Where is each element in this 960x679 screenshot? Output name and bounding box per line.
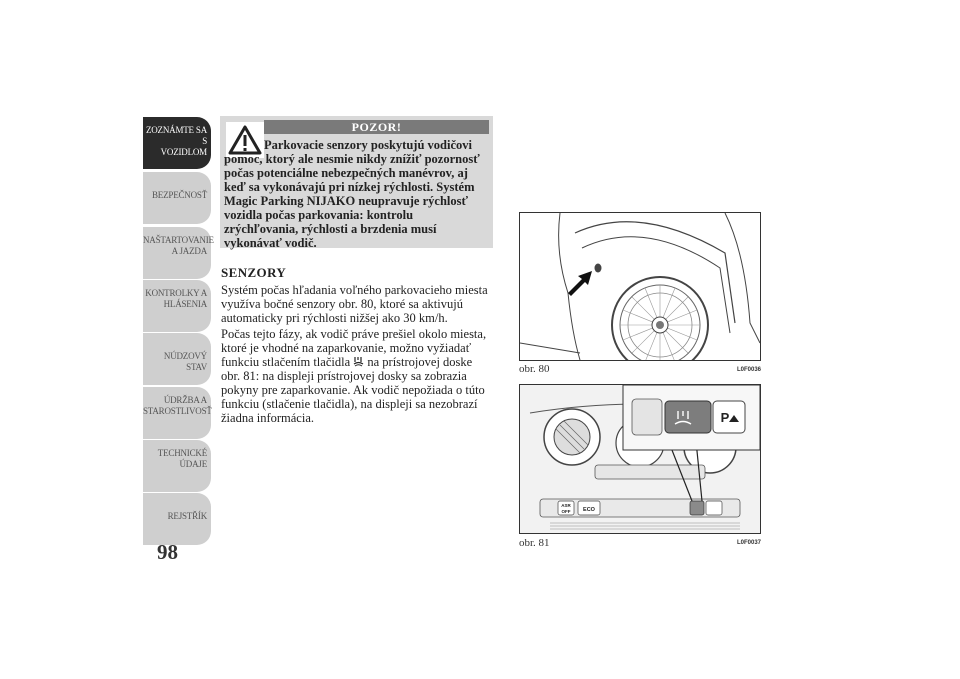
off-label: OFF: [561, 509, 571, 514]
car-side-sensor-illustration: [520, 213, 760, 360]
p-label: P: [720, 410, 730, 425]
asr-label: ASR: [561, 503, 571, 508]
figure-dashboard-button: [519, 384, 761, 534]
eco-label: ECO: [583, 507, 595, 513]
caption-fig81: obr. 81: [519, 537, 550, 549]
tab-maintenance[interactable]: ÚDRŽBA A STAROSTLIVOSŤ: [143, 387, 211, 439]
code-fig81: L0F0037: [737, 540, 762, 546]
tab-index[interactable]: REJSTŘÍK: [143, 493, 211, 545]
tab-emergency[interactable]: NÚDZOVÝ STAV: [143, 333, 211, 385]
tab-getting-to-know-vehicle[interactable]: ZOZNÁMTE SA S VOZIDLOM: [143, 117, 211, 169]
tab-technical-data[interactable]: TECHNICKÉ ÚDAJE: [143, 440, 211, 492]
figure-side-sensor: [519, 212, 761, 361]
dashboard-illustration: [520, 385, 760, 533]
page-number: 98: [157, 540, 178, 564]
code-fig80: L0F0036: [737, 367, 762, 373]
tab-warning-lights[interactable]: KONTROLKY A HLÁSENIA: [143, 280, 211, 332]
paragraph-sensors: Systém počas hľadania voľného parkovacieho miesta využíva bočné senzory obr. 80, ktoré sa aktivujú automaticky pri rýchlosti nižšej ako 30 km/h.: [221, 283, 488, 325]
warning-text: Parkovacie senzory poskytujú vodičovi pomoc, ktorý ale nesmie nikdy znížiť pozornosť počas potenciálne nebezpečných manévrov, aj keď sa vykonávajú pri nízkej rýchlosti. Systém Magic Parking NIJAKO neupravuje rýchlosť vozidla počas parkovania: kontrolu zrýchľovania, rýchlosti a brzdenia musí vykonávať vodič.: [224, 138, 480, 250]
caption-fig80: obr. 80: [519, 363, 550, 375]
paragraph-activation: Počas tejto fázy, ak vodič práve prešiel okolo miesta, ktoré je vhodné na zaparkovanie, možno vyžiadať funkciu stlačením tlačidla na prístrojovej doske obr. 81: na displeji prístrojovej dosky sa zobrazia pokyny pre zaparkovanie. Ak vodič nepožiada o túto funkciu (stlačenie tlačidla), na displeji sa nezobrazí žiadna informácia.: [221, 327, 487, 425]
warning-title: POZOR!: [264, 120, 489, 134]
parking-sensor-button-icon: [353, 356, 364, 367]
warning-box: [220, 116, 493, 248]
tab-starting-driving[interactable]: NAŠTARTOVANIE A JAZDA: [143, 227, 211, 279]
section-heading: SENZORY: [221, 265, 287, 280]
tab-safety[interactable]: BEZPEČNOSŤ: [143, 172, 211, 224]
